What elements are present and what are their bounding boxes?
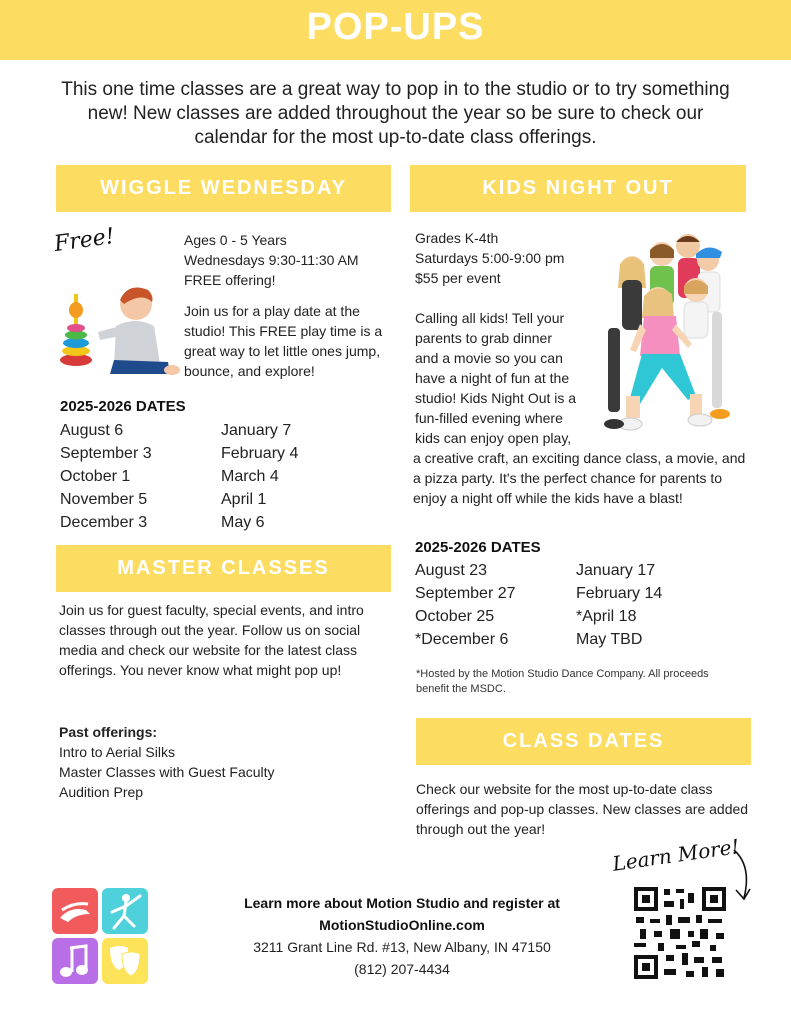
wiggle-dates-col2 xyxy=(221,419,298,534)
footer-phone: (812) 207-4434 xyxy=(354,961,450,977)
list-item: Master Classes with Guest Faculty xyxy=(59,764,275,780)
hands-icon xyxy=(52,888,98,934)
class-dates-banner: CLASS DATES xyxy=(416,718,751,765)
date-item: February 4 xyxy=(221,445,299,462)
kids-time: Saturdays 5:00-9:00 pm xyxy=(415,250,565,266)
kids-dates-heading: 2025-2026 DATES xyxy=(415,539,541,556)
kids-price: $55 per event xyxy=(415,270,501,286)
wiggle-dates-heading: 2025-2026 DATES xyxy=(60,398,186,415)
list-item: Intro to Aerial Silks xyxy=(59,744,175,760)
list-item: Audition Prep xyxy=(59,784,144,800)
wiggle-ages: Ages 0 - 5 Years xyxy=(184,232,287,248)
date-item: October 1 xyxy=(60,468,131,485)
wiggle-wednesday-banner: WIGGLE WEDNESDAY xyxy=(56,165,391,212)
free-tag: Free! xyxy=(52,223,117,258)
text-line: Calling all kids! Tell your xyxy=(415,310,565,326)
date-item: February 14 xyxy=(576,585,663,602)
kids-grades: Grades K-4th xyxy=(415,230,499,246)
wiggle-info xyxy=(184,230,394,290)
master-classes-banner: MASTER CLASSES xyxy=(56,545,391,592)
date-item: *December 6 xyxy=(415,631,509,648)
date-item: August 23 xyxy=(415,562,488,579)
date-item: May TBD xyxy=(576,631,643,648)
text-line: and a movie so you can xyxy=(415,350,563,366)
text-line: fun-filled evening where xyxy=(415,410,563,426)
text-line: studio! Kids Night Out is a xyxy=(415,390,577,406)
wiggle-time: Wednesdays 9:30-11:30 AM xyxy=(184,252,359,268)
date-item: November 5 xyxy=(60,491,148,508)
date-item: January 7 xyxy=(221,422,292,439)
date-item: December 3 xyxy=(60,514,148,531)
footer-address: 3211 Grant Line Rd. #13, New Albany, IN 47150 xyxy=(253,939,551,955)
learn-more-tag: Learn More! xyxy=(610,834,741,876)
qr-code[interactable] xyxy=(632,885,728,981)
date-item: March 4 xyxy=(221,468,279,485)
toddler-photo xyxy=(58,282,180,382)
footer-website-link[interactable]: MotionStudioOnline.com xyxy=(319,917,485,933)
text-line: parents to grab dinner xyxy=(415,330,552,346)
dancer-icon xyxy=(102,888,148,934)
kids-description-rest: a creative craft, an exciting dance class, a movie, and a pizza party. It's the perfect chance for parents to enjoy a night off while the kids have a blast! xyxy=(413,450,746,506)
past-offerings-heading: Past offerings: xyxy=(59,724,158,740)
kids-photo xyxy=(600,228,740,440)
text-line: have a night of fun at the xyxy=(415,370,570,386)
music-note-icon xyxy=(52,938,98,984)
kids-night-out-banner: KIDS NIGHT OUT xyxy=(410,165,746,212)
kids-info xyxy=(415,228,605,288)
wiggle-description: Join us for a play date at the studio! This FREE play time is a great way to let little ones jump, bounce, and explore! xyxy=(184,303,383,379)
intro-text: This one time classes are a great way to pop in to the studio or to try something new! New classes are added throughout the year so be sure to check our calendar for the most up-to-date class offerings. xyxy=(61,79,730,148)
date-item: September 27 xyxy=(415,585,516,602)
kids-dates-col1 xyxy=(415,559,516,651)
date-item: April 1 xyxy=(221,491,267,508)
class-dates-description: Check our website for the most up-to-date class offerings and pop-up classes. New classes are added through out the year! xyxy=(416,781,749,837)
master-description: Join us for guest faculty, special events, and intro classes through out the year. Follow us on social media and check our website for the latest class offerings. You never know what might pop up! xyxy=(59,602,364,678)
wiggle-dates-col1 xyxy=(60,419,152,534)
wiggle-price: FREE offering! xyxy=(184,272,276,288)
theater-masks-icon xyxy=(102,938,148,984)
date-item: January 17 xyxy=(576,562,656,579)
date-item: October 25 xyxy=(415,608,495,625)
date-item: August 6 xyxy=(60,422,124,439)
arrow-down-icon xyxy=(728,846,756,904)
text-line: kids can enjoy open play, xyxy=(415,430,572,446)
motion-studio-logo xyxy=(52,888,152,988)
kids-description-lines xyxy=(415,308,605,448)
past-offerings-list xyxy=(59,742,379,802)
kids-footnote: *Hosted by the Motion Studio Dance Company. All proceeds benefit the MSDC. xyxy=(416,668,709,695)
date-item: *April 18 xyxy=(576,608,637,625)
date-item: September 3 xyxy=(60,445,152,462)
date-item: May 6 xyxy=(221,514,265,531)
footer-line1: Learn more about Motion Studio and register at xyxy=(244,895,560,911)
kids-dates-col2 xyxy=(576,559,662,651)
page-title: POP-UPS xyxy=(306,6,485,48)
